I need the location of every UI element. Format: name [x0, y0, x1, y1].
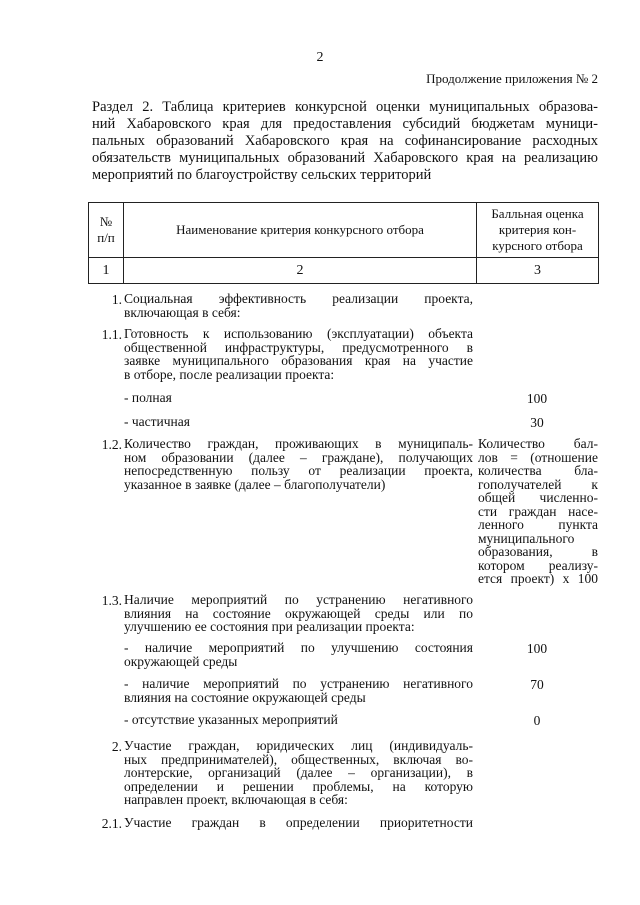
- criterion-score: 70: [530, 677, 544, 692]
- criterion-text: Наличие мероприятий по устранению негативного влияния на состояние окружающей среды или по улучшению ее состояния при реализации проекта:: [124, 592, 473, 634]
- criterion-score: 100: [526, 641, 548, 656]
- row-number: 1.2.: [101, 437, 122, 452]
- criterion-option: - наличие мероприятий по улучшению состояния окружающей среды: [124, 640, 473, 669]
- criterion-option: - отсутствие указанных мероприятий: [124, 712, 338, 727]
- header-row: [89, 203, 599, 258]
- col-score-header: Балльная оценка критерия кон- курсного отбора: [477, 203, 599, 258]
- criterion-score: 100: [526, 391, 548, 406]
- column-number: 1: [89, 258, 124, 284]
- column-number: 3: [477, 258, 599, 284]
- criterion-option: - частичная: [124, 414, 190, 429]
- criterion-text: Участие граждан в определении приоритетности: [124, 815, 473, 830]
- column-numbers-row: [89, 258, 599, 284]
- criterion-score: 30: [530, 415, 544, 430]
- section-title-line: пальных образований Хабаровского края на софинансирование расходных: [92, 133, 598, 149]
- criterion-text: Количество граждан, проживающих в муниципаль- ном образовании (далее – граждане), получающих непосредственную пользу от реализации проекта, указанное в заявке (далее – благополучатели): [124, 436, 473, 492]
- row-number: 1.3.: [101, 593, 122, 608]
- page-number: 2: [316, 50, 324, 65]
- criteria-table-header: [88, 202, 599, 284]
- criterion-text: Готовность к использованию (эксплуатации) объекта общественной инфраструктуры, предусмотренного в заявке муниципального образования края на участие в отборе, после реализации проекта:: [124, 326, 473, 382]
- criterion-score: 0: [533, 713, 541, 728]
- section-title-line: ний Хабаровского края для предоставления субсидий бюджетам муници-: [92, 116, 598, 132]
- section-title-line: обязательств муниципальных образований Хабаровского края на реализацию: [92, 150, 598, 166]
- col-number-header: № п/п: [89, 203, 124, 258]
- criterion-score-formula: Количество бал- лов = (отношение количества бла- гополучателей к общей численно- сти граждан насе- ленного пункта муниципального образования, в котором реализу- ется проект) x 100: [478, 436, 598, 586]
- section-title: [92, 99, 598, 184]
- row-number: 1.: [111, 292, 122, 307]
- criterion-option: - полная: [124, 390, 172, 405]
- column-number: 2: [124, 258, 477, 284]
- appendix-continuation: Продолжение приложения № 2: [426, 71, 598, 86]
- section-title-line: мероприятий по благоустройству сельских территорий: [92, 167, 432, 183]
- section-title-line: Раздел 2. Таблица критериев конкурсной оценки муниципальных образова-: [92, 99, 598, 115]
- col-name-header: Наименование критерия конкурсного отбора: [124, 203, 477, 258]
- criterion-option: - наличие мероприятий по устранению негативного влияния на состояние окружающей среды: [124, 676, 473, 705]
- criterion-text: Социальная эффективность реализации проекта, включающая в себя:: [124, 291, 473, 320]
- row-number: 1.1.: [101, 327, 122, 342]
- row-number: 2.: [111, 739, 122, 754]
- row-number: 2.1.: [101, 816, 122, 831]
- criterion-text: Участие граждан, юридических лиц (индивидуаль- ных предпринимателей), общественных, включая во- лонтерские, организаций (далее – организации), в определении и решении проблемы, на которую направлен проект, включающая в себя:: [124, 738, 473, 807]
